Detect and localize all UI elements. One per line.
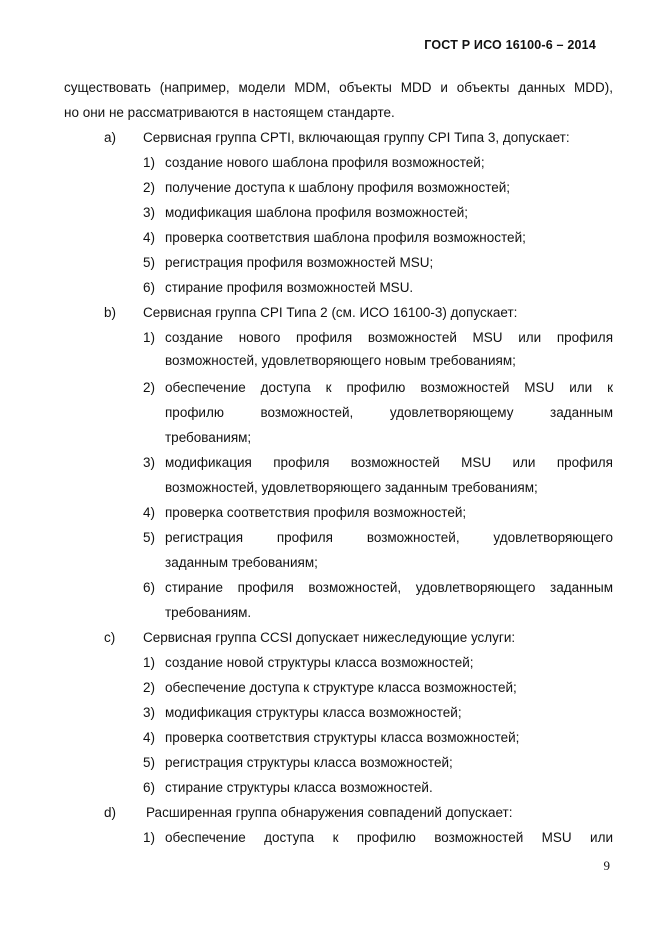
section-a-item-3-text: модификация шаблона профиля возможностей;	[165, 205, 469, 220]
section-a-item-2-text: получение доступа к шаблону профиля возможностей;	[165, 180, 511, 195]
section-b-item-5-text-l1: регистрация профиля возможностей, удовлетворяющего	[165, 530, 613, 545]
section-b-item-6-num: 6)	[143, 580, 156, 595]
section-a-item-1-num: 1)	[143, 155, 156, 170]
section-b-item-5-num: 5)	[143, 530, 156, 545]
section-b-item-2-text-l2: профилю возможностей, удовлетворяющему заданным	[165, 405, 613, 420]
section-c-item-5-num: 5)	[143, 755, 156, 770]
section-c-item-5-text: регистрация структуры класса возможностей;	[165, 755, 453, 770]
section-c-item-4-text: проверка соответствия структуры класса возможностей;	[165, 730, 520, 745]
section-b-item-3-text-l1: модификация профиля возможностей MSU или профиля	[165, 455, 613, 470]
section-b-item-5-text-l2: заданным требованиям;	[165, 555, 318, 570]
section-c-item-4-num: 4)	[143, 730, 156, 745]
section-a-letter: a)	[104, 130, 117, 145]
section-d-heading: Расширенная группа обнаружения совпадений допускает:	[146, 805, 513, 820]
section-c-item-1-num: 1)	[143, 655, 156, 670]
section-a-item-4-num: 4)	[143, 230, 156, 245]
section-d-item-1-text-l1: обеспечение доступа к профилю возможностей MSU или	[165, 830, 613, 845]
section-b-item-6-text-l2: требованиям.	[165, 605, 252, 620]
section-d-letter: d)	[104, 805, 117, 820]
section-c-item-6-num: 6)	[143, 780, 156, 795]
section-c-item-2-num: 2)	[143, 680, 156, 695]
section-c-item-1-text: создание новой структуры класса возможностей;	[165, 655, 474, 670]
section-b-item-4-num: 4)	[143, 505, 156, 520]
section-a-item-4-text: проверка соответствия шаблона профиля возможностей;	[165, 230, 526, 245]
section-b-letter: b)	[104, 305, 117, 320]
section-d-item-1-num: 1)	[143, 830, 156, 845]
section-a-item-1-text: создание нового шаблона профиля возможностей;	[165, 155, 485, 170]
section-a-item-3-num: 3)	[143, 205, 156, 220]
section-c-heading: Сервисная группа CCSI допускает нижеследующие услуги:	[143, 630, 516, 645]
page-number: 9	[603, 858, 610, 873]
section-c-item-3-num: 3)	[143, 705, 156, 720]
section-b-item-3-num: 3)	[143, 455, 156, 470]
section-b-item-4-text-l1: проверка соответствия профиля возможностей;	[165, 505, 467, 520]
section-c-letter: c)	[104, 630, 116, 645]
section-c-item-3-text: модификация структуры класса возможностей;	[165, 705, 462, 720]
section-b-item-1-text-l2: возможностей, удовлетворяющего новым требованиям;	[165, 353, 516, 368]
section-a-item-2-num: 2)	[143, 180, 156, 195]
section-a-item-5-text: регистрация профиля возможностей MSU;	[165, 255, 434, 270]
section-a-item-6-text: стирание профиля возможностей MSU.	[165, 280, 414, 295]
section-b-item-1-text-l1: создание нового профиля возможностей MSU или профиля	[165, 330, 613, 345]
section-b-item-2-num: 2)	[143, 380, 156, 395]
page-header-standard-id: ГОСТ Р ИСО 16100-6 – 2014	[424, 38, 596, 52]
section-c-item-6-text: стирание структуры класса возможностей.	[165, 780, 433, 795]
intro-line-2: но они не рассматриваются в настоящем стандарте.	[64, 105, 395, 120]
section-b-item-1-num: 1)	[143, 330, 156, 345]
section-b-item-3-text-l2: возможностей, удовлетворяющего заданным требованиям;	[165, 480, 538, 495]
section-a-item-6-num: 6)	[143, 280, 156, 295]
section-a-item-5-num: 5)	[143, 255, 156, 270]
intro-line-1: существовать (например, модели MDM, объекты MDD и объекты данных MDD),	[64, 80, 613, 95]
section-c-item-2-text: обеспечение доступа к структуре класса возможностей;	[165, 680, 517, 695]
section-b-item-6-text-l1: стирание профиля возможностей, удовлетворяющего заданным	[165, 580, 613, 595]
section-a-heading: Сервисная группа CPTI, включающая группу CPI Типа 3, допускает:	[143, 130, 570, 145]
section-b-item-2-text-l3: требованиям;	[165, 430, 252, 445]
section-b-heading: Сервисная группа CPI Типа 2 (см. ИСО 16100-3) допускает:	[143, 305, 518, 320]
section-b-item-2-text-l1: обеспечение доступа к профилю возможностей MSU или к	[165, 380, 613, 395]
